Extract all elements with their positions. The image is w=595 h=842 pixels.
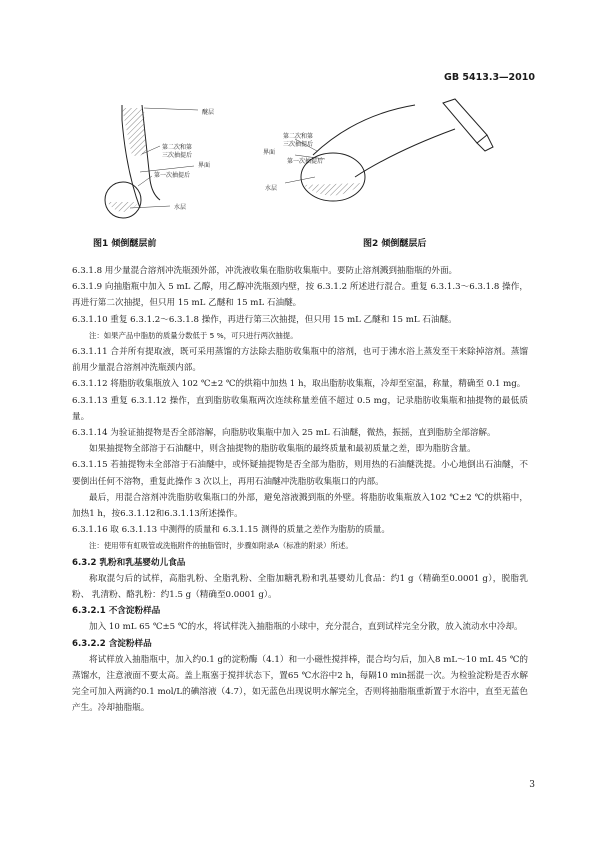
figure-2: [255, 95, 525, 225]
paragraph-fat-content: 如果抽提物全部溶于石油醚中，则含抽提物的脂肪收集瓶的最终质量和最初质量之差，即为脂肪含量。: [89, 444, 476, 455]
figure-2-caption: 图2 倾倒醚层后: [363, 239, 427, 249]
paragraph-6-3-1-11: 6.3.1.11 合并所有提取液，既可采用蒸馏的方法除去脂肪收集瓶中的溶剂，也可于沸水浴上蒸发至干来除掉溶剂。蒸馏前用少量混合溶剂冲洗瓶颈内部。: [72, 347, 528, 374]
paragraph-6-3-1-16: 6.3.1.16 取 6.3.1.13 中测得的质量和 6.3.1.15 测得的质量之差作为脂肪的质量。: [72, 525, 390, 536]
paragraph-6-3-1-15: 6.3.1.15 若抽提物未全部溶于石油醚中，或怀疑抽提物是否全部为脂肪，则用热的石油醚洗提。小心地倒出石油醚，不要倒出任何不溶物，重复此操作 3 次以上，再用石油醚冲洗脂肪收集瓶口的内部。: [72, 460, 528, 487]
interface-label: 界面: [198, 162, 211, 169]
paragraph-starch: 将试样放入抽脂瓶中，加入约0.1 g的淀粉酶（4.1）和一小磁性搅拌棒，混合均匀后，加入8 mL～10 mL 45 ℃的蒸馏水，注意液面不要太高。盖上瓶塞于搅拌状态下，置65 ℃水浴中2 h，每隔10 min摇混一次。为检验淀粉是否水解完全可加入两滴约0.1 mol/L的碘溶液（4.7），如无蓝色出现说明水解完全，否则将抽脂瓶重新置于水浴中，直至无蓝色产生。冷却抽脂瓶。: [72, 654, 528, 714]
ether-layer-label: 醚层: [202, 109, 215, 116]
body-text: [72, 263, 528, 717]
paragraph-6-3-1-13: 6.3.1.13 重复 6.3.1.12 操作，直到脂肪收集瓶两次连续称量差值不超过 0.5 mg，记录脂肪收集瓶和抽提物的最低质量。: [72, 395, 528, 422]
paragraph-6-3-1-8: 6.3.1.8 用少量混合溶剂冲洗瓶颈外部，冲洗液收集在脂肪收集瓶中。要防止溶剂溅到抽脂瓶的外面。: [72, 266, 458, 276]
section-6-3-2-2-heading: 6.3.2.2 含淀粉样品: [72, 638, 152, 649]
page-number: 3: [529, 780, 535, 790]
water-layer-label: 水层: [265, 185, 278, 192]
paragraph-6-3-1-12: 6.3.1.12 将脂肪收集瓶放入 102 ℃±2 ℃的烘箱中加热 1 h，取出脂肪收集瓶，冷却至室温，称量，精确至 0.1 mg。: [72, 379, 526, 390]
flask-before-pouring-diagram: [70, 90, 250, 230]
note-siphon: 注：使用带有虹吸管或洗瓶附件的抽脂管时，步骤如附录A（标准的附录）所述。: [89, 541, 353, 551]
first-extraction-label: 第一次抽提后: [287, 158, 324, 165]
paragraph-weighing: 称取混匀后的试样，高脂乳粉、全脂乳粉、全脂加糖乳粉和乳基婴幼儿食品：约1 g（精确至0.0001 g），脱脂乳粉、 乳清粉、酪乳粉：约1.5 g（精确至0.0001 g）。: [72, 573, 528, 601]
figure-1: [70, 90, 250, 230]
section-6-3-2-1-heading: 6.3.2.1 不含淀粉样品: [72, 606, 161, 617]
paragraph-no-starch: 加入 10 mL 65 ℃±5 ℃的水，将试样洗入抽脂瓶的小球中，充分混合，直到试样完全分散，放入流动水中冷却。: [89, 622, 523, 633]
first-extraction-label: 第一次抽提后: [154, 172, 191, 179]
paragraph-6-3-1-10: 6.3.1.10 重复 6.3.1.2～6.3.1.8 操作，再进行第三次抽提，但只用 15 mL 乙醚和 15 mL 石油醚。: [72, 314, 457, 325]
note-extraction: 注：如果产品中脂肪的质量分数低于 5 %，可只进行两次抽提。: [89, 330, 298, 340]
rinse-label: 第二次和第 三次抽提后: [162, 144, 193, 159]
figure-1-caption: 图1 倾倒醚层前: [93, 239, 157, 249]
rinse-label: 第二次和第 三次抽提后: [283, 133, 314, 148]
standard-number: GB 5413.3—2010: [444, 72, 535, 83]
paragraph-6-3-1-9: 6.3.1.9 向抽脂瓶中加入 5 mL 乙醇，用乙醇冲洗瓶颈内壁，按 6.3.1.2 所述进行混合。重复 6.3.1.3～6.3.1.8 操作，再进行第二次抽提，但只用 15 mL 乙醚和 15 mL 石油醚。: [72, 282, 528, 309]
interface-label: 界面: [263, 149, 276, 156]
paragraph-final-rinse: 最后，用混合溶剂冲洗脂肪收集瓶口的外部，避免溶液溅到瓶的外壁。将脂肪收集瓶放入102 ℃±2 ℃的烘箱中，加热1 h，按6.3.1.12和6.3.1.13所述操作。: [72, 492, 528, 520]
water-layer-label: 水层: [174, 204, 187, 211]
section-6-3-2-heading: 6.3.2 乳粉和乳基婴幼儿食品: [72, 557, 186, 568]
paragraph-6-3-1-14: 6.3.1.14 为验证抽提物是否全部溶解，向脂肪收集瓶中加入 25 mL 石油醚，微热，振摇，直到脂肪全部溶解。: [72, 428, 496, 439]
